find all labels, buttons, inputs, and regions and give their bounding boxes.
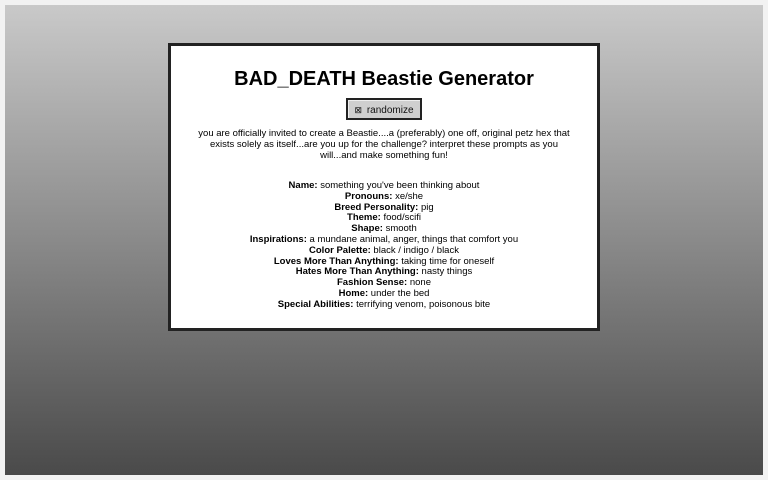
field-value: black / indigo / black bbox=[373, 244, 459, 256]
field-label: Pronouns: bbox=[344, 190, 393, 202]
field-value: under the bed bbox=[370, 287, 430, 299]
field-value: pig bbox=[420, 201, 434, 213]
field-label: Color Palette: bbox=[309, 244, 371, 256]
field-value: xe/she bbox=[395, 190, 424, 202]
prompt-fields bbox=[171, 181, 597, 311]
field-label: Breed Personality: bbox=[334, 201, 419, 213]
field-label: Fashion Sense: bbox=[337, 277, 408, 289]
page-title: BAD_DEATH Beastie Generator bbox=[234, 68, 534, 90]
page-background bbox=[5, 5, 763, 475]
field-label: Loves More Than Anything: bbox=[273, 255, 399, 267]
field-label: Shape: bbox=[351, 223, 383, 235]
generator-panel bbox=[168, 43, 600, 331]
field-label: Name: bbox=[288, 180, 318, 191]
field-label: Hates More Than Anything: bbox=[295, 266, 419, 278]
field-value: something you've been thinking about bbox=[320, 180, 480, 191]
field-value: terrifying venom, poisonous bite bbox=[356, 298, 491, 310]
field-value: nasty things bbox=[421, 266, 473, 278]
field-label: Home: bbox=[338, 287, 369, 299]
field-label: Inspirations: bbox=[249, 233, 307, 245]
randomize-label: randomize bbox=[366, 105, 414, 116]
field-value: smooth bbox=[385, 223, 417, 235]
dice-icon: ⊠ bbox=[354, 105, 363, 115]
field-label: Theme: bbox=[347, 212, 381, 224]
randomize-button[interactable] bbox=[346, 98, 421, 120]
field-value: none bbox=[409, 277, 431, 289]
intro-text: you are officially invited to create a Beastie....a (preferably) one off, original petz hex that exists solely as itself...are you up for the challenge? interpret these prompts as you will...and make something fun! bbox=[198, 128, 570, 161]
field-value: a mundane animal, anger, things that comfort you bbox=[309, 233, 519, 245]
field-value: food/scifi bbox=[383, 212, 421, 224]
field-label: Special Abilities: bbox=[277, 298, 354, 310]
field-special-abilities bbox=[171, 300, 597, 311]
field-value: taking time for oneself bbox=[401, 255, 495, 267]
